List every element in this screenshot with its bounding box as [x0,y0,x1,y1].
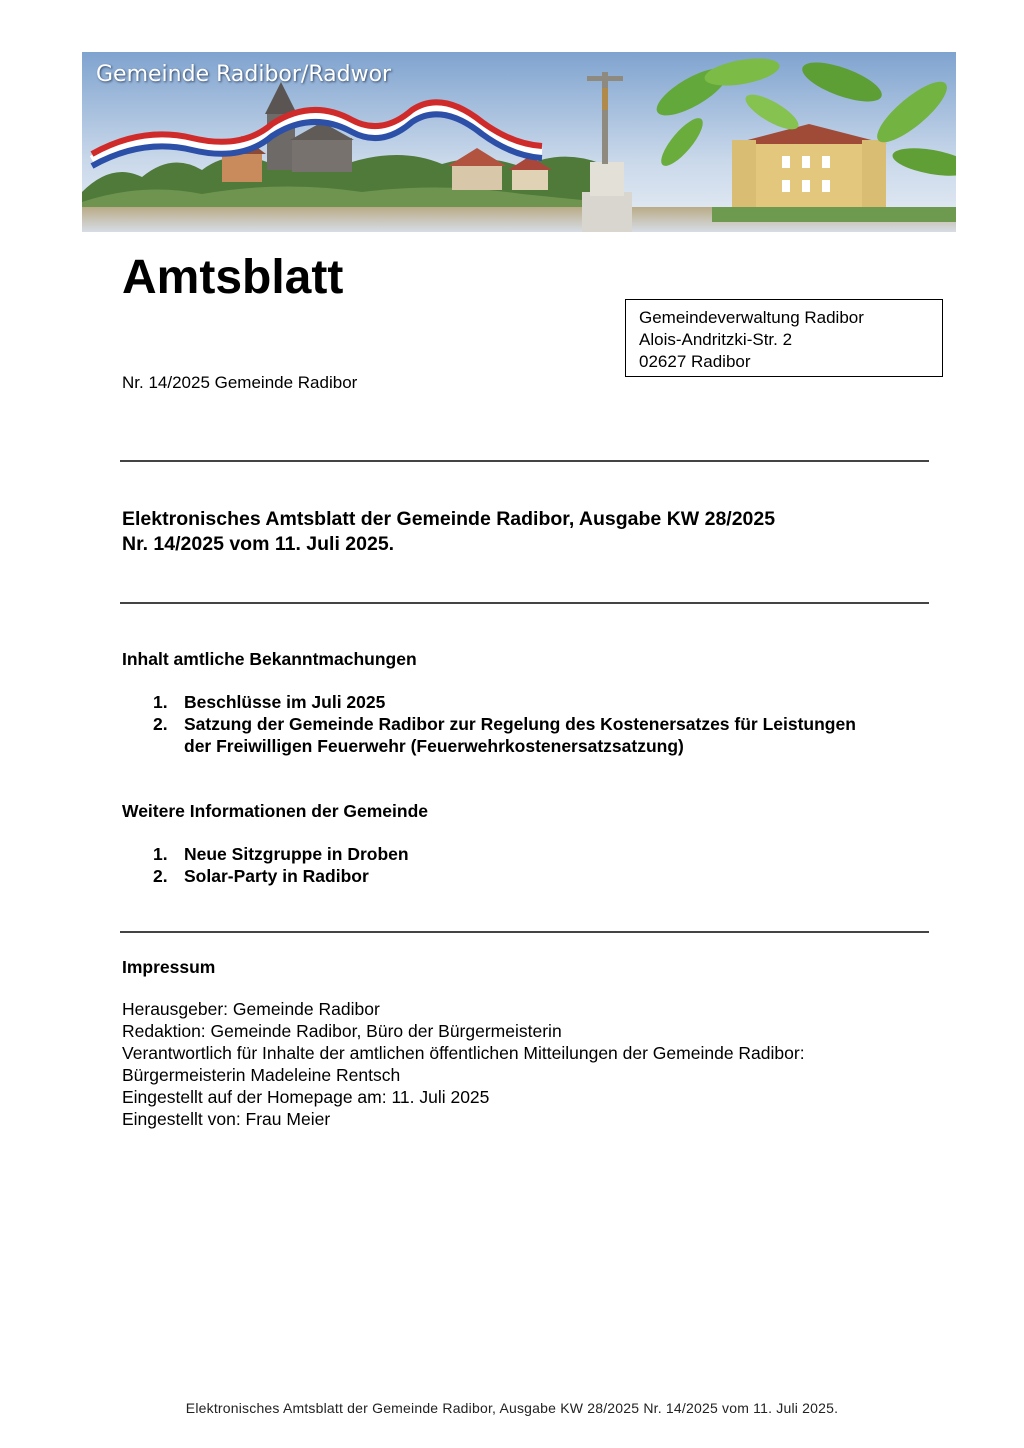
headline-line: Elektronisches Amtsblatt der Gemeinde Radibor, Ausgabe KW 28/2025 [122,508,776,530]
list-item [122,691,922,713]
further-info-list [122,843,922,887]
issue-number: Nr. 14/2025 Gemeinde Radibor [122,373,358,392]
divider [120,460,929,462]
impressum-text [122,998,805,1130]
headline [122,507,775,557]
list-number: 1. [153,844,168,864]
impressum-line: Bürgermeisterin Madeleine Rentsch [122,1065,401,1085]
list-item-text: Neue Sitzgruppe in Droben [184,844,409,864]
list-item [122,843,922,865]
address-line: 02627 Radibor [639,352,751,371]
list-item-text: der Freiwilligen Feuerwehr (Feuerwehrkostenersatzsatzung) [184,736,684,756]
official-notices-list [122,691,922,757]
impressum-line: Eingestellt auf der Homepage am: 11. Juli 2025 [122,1087,490,1107]
impressum-heading: Impressum [122,957,216,977]
list-number: 1. [153,692,168,712]
list-item-text: Solar-Party in Radibor [184,866,369,886]
list-number: 2. [153,714,168,734]
document-title: Amtsblatt [122,251,344,304]
official-notices-heading: Inhalt amtliche Bekanntmachungen [122,649,417,669]
address-box [625,299,943,377]
impressum-line: Herausgeber: Gemeinde Radibor [122,999,380,1019]
further-info-heading: Weitere Informationen der Gemeinde [122,801,428,821]
divider [120,931,929,933]
page-footer: Elektronisches Amtsblatt der Gemeinde Radibor, Ausgabe KW 28/2025 Nr. 14/2025 vom 11. Juli 2025. [185,1400,839,1416]
banner-title: Gemeinde Radibor/Radwor [96,62,392,87]
impressum-line: Eingestellt von: Frau Meier [122,1109,331,1129]
address-line: Gemeindeverwaltung Radibor [639,308,864,327]
header-banner [82,52,956,232]
list-number: 2. [153,866,168,886]
headline-line: Nr. 14/2025 vom 11. Juli 2025. [122,533,395,555]
list-item-text: Satzung der Gemeinde Radibor zur Regelung des Kostenersatzes für Leistungen [184,714,856,734]
divider [120,602,929,604]
impressum-line: Redaktion: Gemeinde Radibor, Büro der Bürgermeisterin [122,1021,562,1041]
list-item [122,713,922,757]
list-item-text: Beschlüsse im Juli 2025 [184,692,386,712]
list-item [122,865,922,887]
address-line: Alois-Andritzki-Str. 2 [639,330,793,349]
impressum-line: Verantwortlich für Inhalte der amtlichen öffentlichen Mitteilungen der Gemeinde Radibor: [122,1043,805,1063]
